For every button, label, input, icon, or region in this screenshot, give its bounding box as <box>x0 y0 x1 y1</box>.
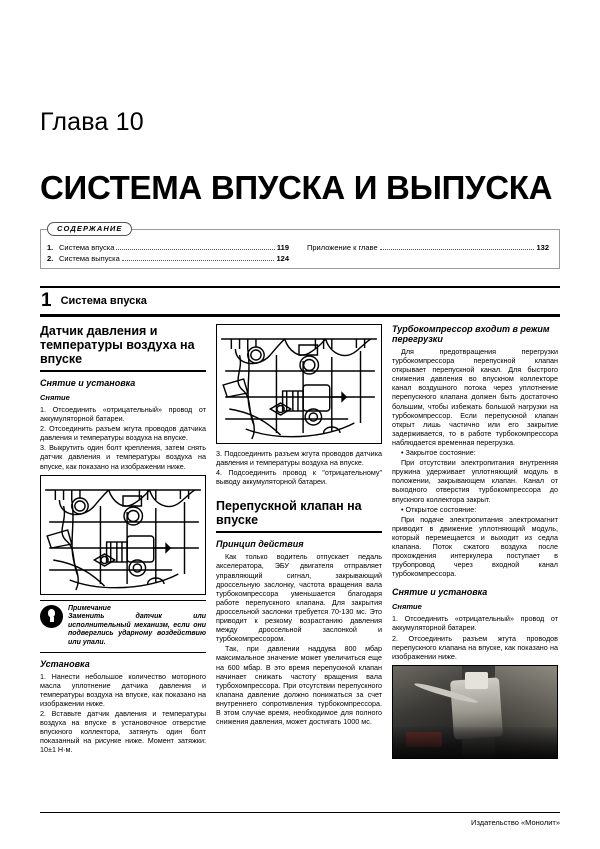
photo-region-connector <box>465 672 488 689</box>
left-install-step-2: 2. Вставьте датчик давления и температуры воздуха на впуске в установочное отверстие впускного коллектора, затянуть один болт показанный на рисунке ниже. Момент затяжки: 10±1 Н·м. <box>40 709 206 755</box>
chapter-label: Глава 10 <box>40 108 144 136</box>
figure-intake-manifold-sensor <box>40 475 206 595</box>
middle-step-4: 4. Подсоединить провод к "отрицательному" выводу аккумуляторной батареи. <box>216 468 382 487</box>
right-bullet-open-label: • Открытое состояние: <box>401 504 477 514</box>
contents-entry[interactable] <box>47 242 289 253</box>
right-bullet-closed-text: При отсутствии электропитания внутренняя пружина удерживает уплотняющий модуль в положении, закрывающем клапан. Канал от выходного отверстия турбокомпрессора до впускного коллектора закрыт. <box>392 458 558 504</box>
contents-entry-name: Система впуска <box>59 243 115 252</box>
page-footer <box>40 812 560 827</box>
chapter-title: СИСТЕМА ВПУСКА И ВЫПУСКА <box>40 169 553 206</box>
note-label: Примечание <box>68 604 111 612</box>
section-title: Система впуска <box>60 294 147 307</box>
middle-subheading-principle: Принцип действия <box>216 539 304 550</box>
contents-entry-number: 2. <box>47 254 54 263</box>
right-step-1: 1. Отсоединить «отрицательный» провод от аккумуляторной батареи. <box>392 614 558 633</box>
left-subheading-removal-installation: Снятие и установка <box>40 378 136 388</box>
right-subheading-removal: Снятие <box>392 602 422 612</box>
publisher-name: Издательство «Монолит» <box>471 818 560 827</box>
contents-entry[interactable] <box>47 253 289 264</box>
contents-entry-page: 124 <box>276 254 289 263</box>
right-bullet-open-text: При подаче электропитания электромагнит приводит в движение уплотняющий модуль, который перемещается и выходит из седла клапана. Поток сжатого воздуха после прохождения интеркулера поступает в трубопровод через входной канал турбокомпрессора. <box>392 514 558 579</box>
note-text: Заменить датчик или исполнительный механизм, если они подверглись ударному воздействию или упали. <box>68 613 206 647</box>
right-paragraph-1: Для предотвращения перегрузки турбокомпрессора перепускной клапан открывает перепускной канал. Для быстрого снижения давления во впускном коллекторе канал воздушного потока через уплотнение перепускного клапана должен быть достаточно большим, чтобы избежать большой нагрузки на турбокомпрессор. Если перепускной клапан открыт лишь частично или его закрытие задерживается, то в работе турбокомпрессора наблюдается временная перегрузка. <box>392 347 558 447</box>
photo-engine-bay-bypass-valve <box>392 665 558 759</box>
left-step-1: 1. Отсоединить «отрицательный» провод от аккумуляторной батареи. <box>40 405 206 424</box>
contents-entry-page: 132 <box>536 243 549 252</box>
left-heading-pressure-sensor: Датчик давления и температуры воздуха на впуске <box>40 324 206 372</box>
contents-entry-name: Приложение к главе <box>307 243 378 252</box>
contents-column-left <box>47 242 289 264</box>
figure-intake-manifold-connector <box>216 324 382 444</box>
contents-leader-dots <box>380 242 535 250</box>
middle-paragraph-1: Как только водитель отпускает педаль акселератора, ЭБУ двигателя отправляет управляющий сигнал, закрывающий дроссельную заслонку, частота вращения вала турбокомпрессора уменьшается благодаря работе перепускного клапана. Для закрытия дроссельной заслонки требуется 70-130 мс. Это приводит к резкому возрастанию давления между дроссельной заслонкой и турбокомпрессором. <box>216 552 382 644</box>
section-number: 1 <box>41 290 52 311</box>
middle-paragraph-2: Так, при давлении наддува 800 мбар максимальное значение может увеличиться еще на 600 мбар. В это время перепускной клапан начинает снижать частоту вращения вала турбохомпрессора. При отсутствии перепускного клапана давление должно понижаться за счет внутреннего сопротивления турбокомпрессора. В этом случае время, необходимое для полного снижения давления, может достигать 1000 мс. <box>216 644 382 727</box>
column-left <box>40 324 206 764</box>
column-right <box>392 324 558 764</box>
contents-entry-number: 1. <box>47 243 54 252</box>
left-subheading-installation: Установка <box>40 658 90 669</box>
lightbulb-icon <box>40 605 63 628</box>
contents-entry-name: Система выпуска <box>59 254 120 263</box>
left-subheading-removal: Снятие <box>40 393 70 402</box>
left-step-2: 2. Отсоединить разъем жгута проводов датчика давления и температуры воздуха на впуске. <box>40 424 206 443</box>
middle-step-3: 3. Подсоединить разъем жгута проводов датчика давления и температуры воздуха на впуске. <box>216 449 382 468</box>
right-subheading-removal-installation: Снятие и установка <box>392 587 488 598</box>
contents-entry-page: 119 <box>276 243 289 252</box>
note-box <box>40 600 206 653</box>
middle-heading-bypass-valve: Перепускной клапан на впуске <box>216 499 382 533</box>
right-step-2: 2. Отсоединить разъем жгута проводов перепускного клапана на впуске, как показано на изображении ниже. <box>392 633 558 661</box>
left-install-step-1: 1. Нанести небольшое количество моторного масла уплотнение датчика давления и температуры воздуха на впуске, как показано на изображении ниже. <box>40 671 206 708</box>
contents-leader-dots <box>122 253 275 261</box>
photo-region-shadow <box>393 727 557 758</box>
contents-entry[interactable] <box>307 242 549 253</box>
contents-box <box>40 224 560 269</box>
right-bullet-closed-label: • Закрытое состояние: <box>401 448 476 458</box>
left-step-3: 3. Выкрутить один болт крепления, затем снять датчик давления и температуры воздуха на впуске, как показано на изображении ниже. <box>40 443 206 471</box>
contents-column-right <box>307 242 549 264</box>
body-columns <box>40 324 560 764</box>
column-middle <box>216 324 382 764</box>
right-subheading-overload: Турбокомпрессор входит в режим перегрузки <box>392 324 550 344</box>
section-header <box>40 286 560 317</box>
contents-tab-label: СОДЕРЖАНИЕ <box>47 222 132 236</box>
contents-leader-dots <box>116 242 275 250</box>
